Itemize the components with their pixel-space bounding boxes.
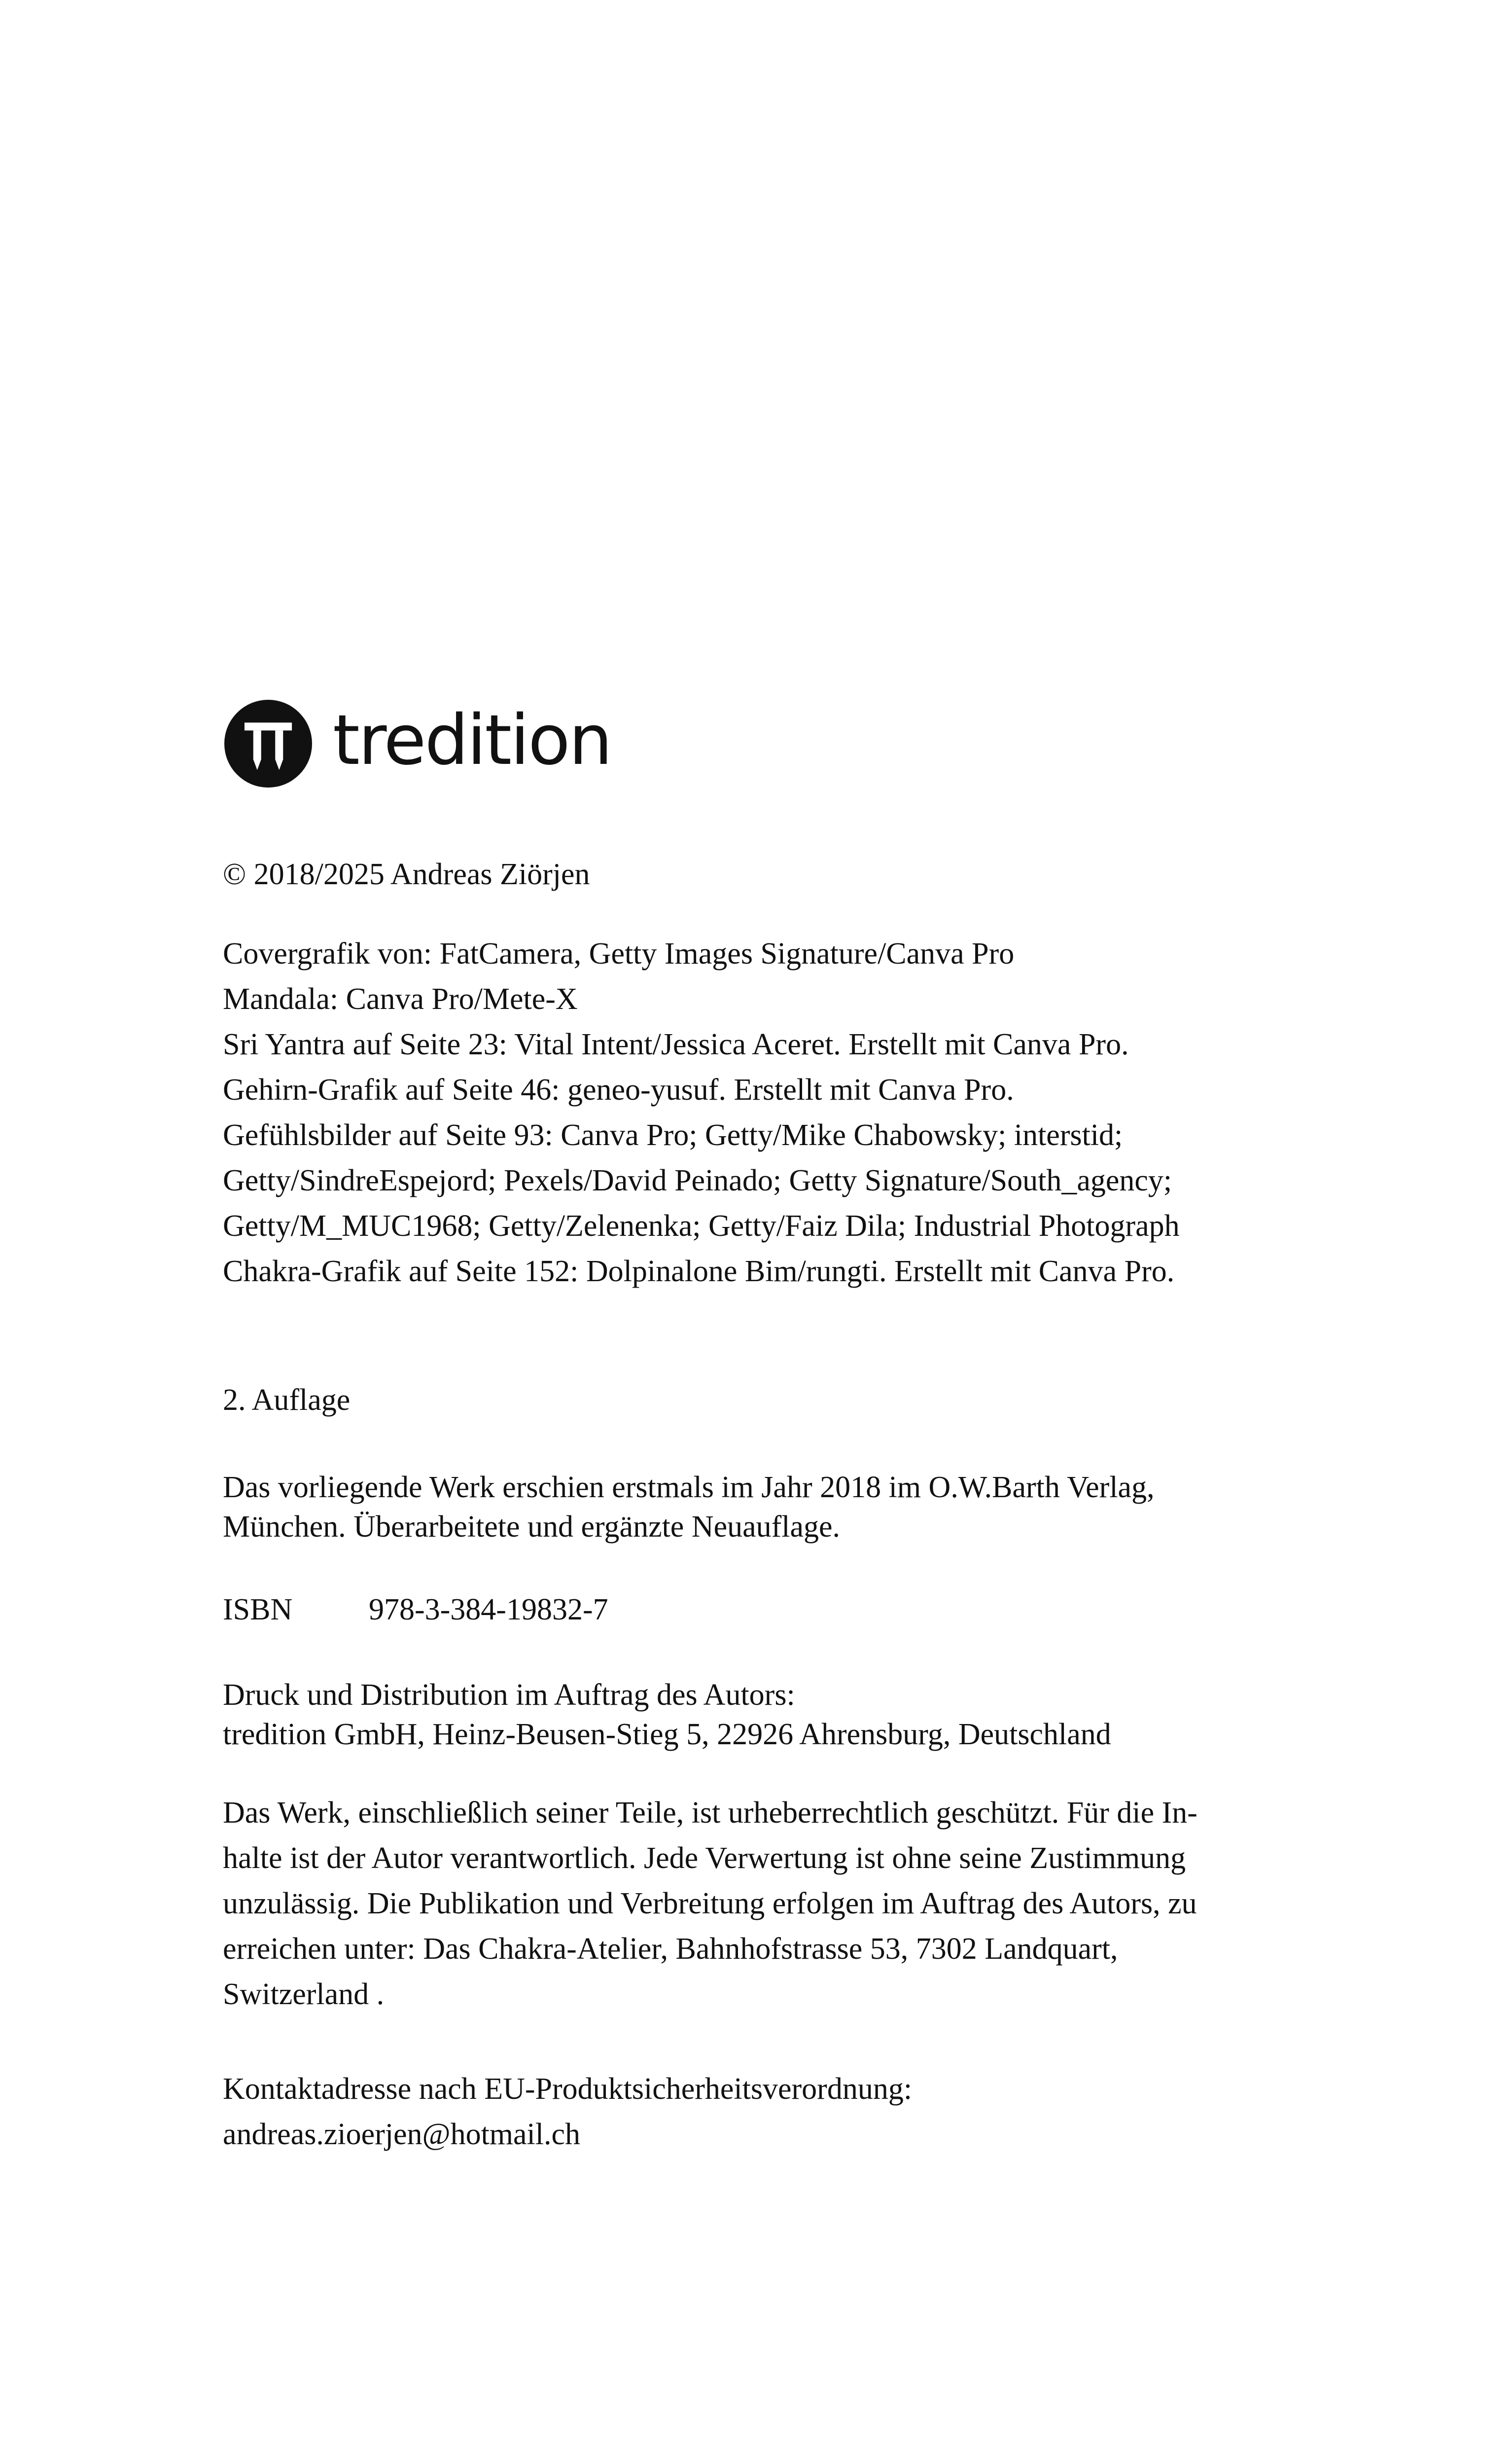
printing-line: tredition GmbH, Heinz-Beusen-Stieg 5, 22926 Ahrensburg, Deutschland [223, 1718, 1111, 1751]
legal-line: unzulässig. Die Publikation und Verbreitung erfolgen im Auftrag des Autors, zu [223, 1887, 1197, 1920]
printing-notice [223, 1672, 1332, 1757]
copyright-notice [223, 852, 1332, 897]
legal-line: erreichen unter: Das Chakra-Atelier, Bahnhofstrasse 53, 7302 Landquart, [223, 1932, 1118, 1966]
legal-notice [223, 1790, 1332, 2017]
credit-line: Covergrafik von: FatCamera, Getty Images Signature/Canva Pro [223, 937, 1015, 971]
copyright-line: © 2018/2025 Andreas Ziörjen [223, 858, 590, 891]
isbn-label: ISBN [223, 1593, 293, 1626]
credit-line: Mandala: Canva Pro/Mete-X [223, 982, 578, 1016]
contact-notice [223, 2066, 1332, 2157]
credit-line: Chakra-Grafik auf Seite 152: Dolpinalone Bim/rungti. Erstellt mit Canva Pro. [223, 1255, 1175, 1288]
legal-line: Das Werk, einschließlich seiner Teile, ist urheberrechtlich geschützt. Für die In- [223, 1796, 1197, 1830]
legal-line: Switzerland . [223, 1978, 385, 2011]
contact-email: andreas.zioerjen@hotmail.ch [223, 2118, 581, 2151]
tredition-logo-icon [224, 700, 312, 788]
publisher-wordmark: tredition [333, 700, 611, 781]
isbn-value: 978-3-384-19832-7 [369, 1593, 608, 1626]
credit-line: Sri Yantra auf Seite 23: Vital Intent/Jessica Aceret. Erstellt mit Canva Pro. [223, 1028, 1129, 1061]
publisher-logo [224, 698, 611, 789]
image-credits [223, 931, 1332, 1294]
first-edition-line: Das vorliegende Werk erschien erstmals im Jahr 2018 im O.W.Barth Verlag, [223, 1471, 1155, 1504]
edition-line: 2. Auflage [223, 1383, 351, 1417]
printing-line: Druck und Distribution im Auftrag des Autors: [223, 1678, 795, 1712]
first-edition-line: München. Überarbeitete und ergänzte Neuauflage. [223, 1510, 841, 1544]
credit-line: Getty/M_MUC1968; Getty/Zelenenka; Getty/Faiz Dila; Industrial Photograph [223, 1209, 1180, 1243]
credit-line: Gefühlsbilder auf Seite 93: Canva Pro; Getty/Mike Chabowsky; interstid; [223, 1118, 1123, 1152]
legal-line: halte ist der Autor verantwortlich. Jede Verwertung ist ohne seine Zustimmung [223, 1841, 1186, 1875]
isbn-line [223, 1587, 1332, 1632]
credit-line: Getty/SindreEspejord; Pexels/David Peinado; Getty Signature/South_agency; [223, 1164, 1172, 1197]
contact-line: Kontaktadresse nach EU-Produktsicherheitsverordnung: [223, 2072, 913, 2106]
edition-notice [223, 1377, 1332, 1423]
credit-line: Gehirn-Grafik auf Seite 46: geneo-yusuf. Erstellt mit Canva Pro. [223, 1073, 1014, 1107]
first-edition-notice [223, 1465, 1332, 1549]
